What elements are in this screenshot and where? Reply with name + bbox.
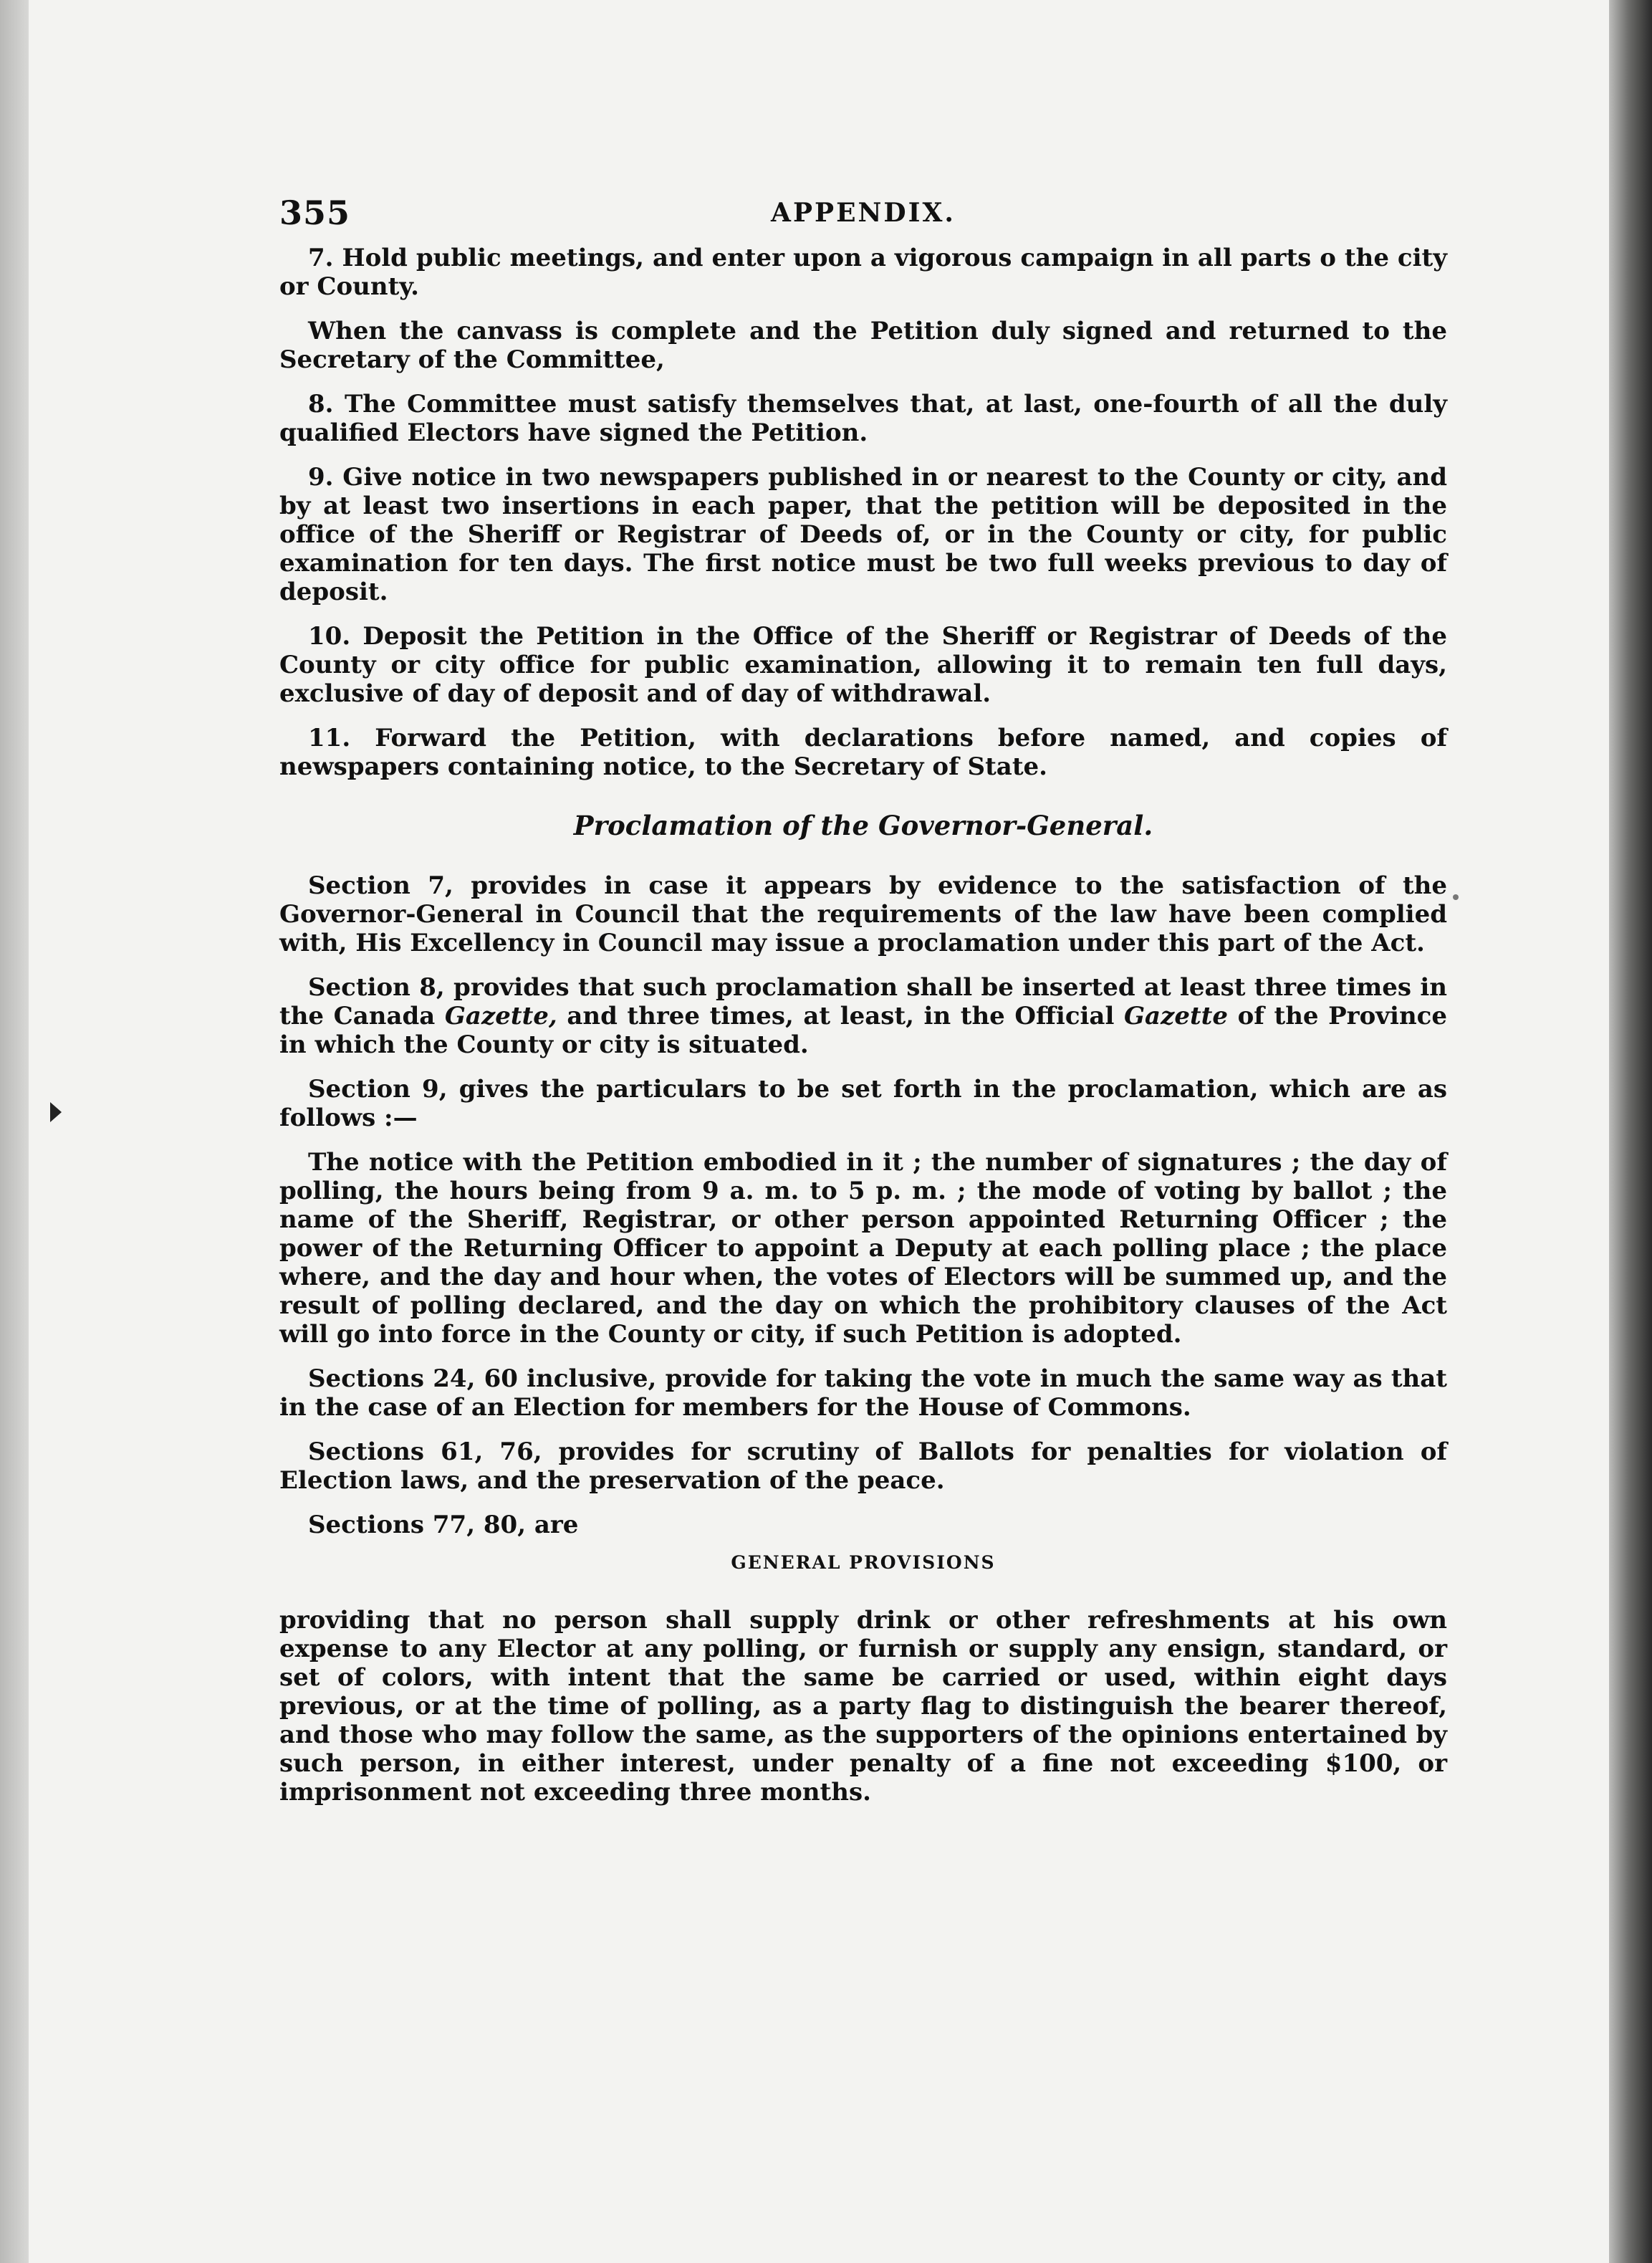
general-provisions-heading: GENERAL PROVISIONS <box>731 1552 996 1573</box>
step-9: 9. Give notice in two newspapers published in or nearest to the County or city, and by at least two insertions in each paper, that the petition will be deposited in the office of the Sheriff or Registrar of Deeds of, or in the County or city, for public examination for ten days. The first notice must be two full weeks previous to day of deposit. <box>279 463 1447 606</box>
section-9-paragraph: Section 9, gives the particulars to be set forth in the proclamation, which are as follows :— <box>279 1075 1447 1132</box>
step-10: 10. Deposit the Petition in the Office of the Sheriff or Registrar of Deeds of the County or city office for public examination, allowing it to remain ten full days, exclusive of day of deposit and of day of withdrawal. <box>279 622 1447 708</box>
scan-speck <box>1453 894 1459 900</box>
gazette-italic-1: Gazette, <box>444 1002 557 1030</box>
page-number: 355 <box>279 193 351 232</box>
sections-77-80-paragraph: Sections 77, 80, are <box>308 1511 579 1539</box>
section-title-proclamation: Proclamation of the Governor-General. <box>573 810 1153 841</box>
scan-border-right <box>1609 0 1652 2263</box>
step-8: 8. The Committee must satisfy themselves that, at last, one-fourth of all the duly qualified Electors have signed the Petition. <box>279 390 1447 447</box>
sections-24-60-paragraph: Sections 24, 60 inclusive, provide for taking the vote in much the same way as that in the case of an Election for members for the House of Commons. <box>279 1364 1447 1422</box>
section-8-text-a: Section 8, provides that such proclamation shall be inserted at least three times in the Canada <box>279 973 1447 1030</box>
page-header <box>279 193 1447 244</box>
step-7: 7. Hold public meetings, and enter upon a vigorous campaign in all parts o the city or County. <box>279 244 1447 301</box>
section-8-text-b: and three times, at least, in the Official <box>557 1002 1124 1030</box>
running-head: APPENDIX. <box>771 198 956 228</box>
scan-border-left <box>0 0 29 2263</box>
gazette-italic-2: Gazette <box>1123 1002 1229 1030</box>
general-provisions-paragraph: providing that no person shall supply drink or other refreshments at his own expense to any Elector at any polling, or furnish or supply any ensign, standard, or set of colors, with intent that the same be carried or used, within eight days previous, or at the time of polling, as a party flag to distinguish the bearer thereof, and those who may follow the same, as the supporters of the opinions entertained by such person, in either interest, under penalty of a fine not exceeding $100, or imprisonment not exceeding three months. <box>279 1606 1447 1807</box>
sections-61-76-paragraph: Sections 61, 76, provides for scrutiny of Ballots for penalties for violation of Election laws, and the preservation of the peace. <box>279 1437 1447 1495</box>
page-content <box>279 193 1447 1822</box>
section-8-text-c: of the Province in which the County or city is situated. <box>279 1002 1448 1059</box>
canvass-complete-paragraph: When the canvass is complete and the Petition duly signed and returned to the Secretary of the Committee, <box>279 317 1447 374</box>
section-7-paragraph: Section 7, provides in case it appears by evidence to the satisfaction of the Governor-General in Council that the requirements of the law have been complied with, His Excellency in Council may issue a proclamation under this part of the Act. <box>279 871 1447 957</box>
notice-particulars-paragraph: The notice with the Petition embodied in it ; the number of signatures ; the day of polling, the hours being from 9 a. m. to 5 p. m. ; the mode of voting by ballot ; the name of the Sheriff, Registrar, or other person appointed Returning Officer ; the power of the Returning Officer to appoint a Deputy at each polling place ; the place where, and the day and hour when, the votes of Electors will be summed up, and the result of polling declared, and the day on which the prohibitory clauses of the Act will go into force in the County or city, if such Petition is adopted. <box>279 1148 1447 1349</box>
section-8-paragraph <box>279 973 1447 1059</box>
step-11: 11. Forward the Petition, with declarations before named, and copies of newspapers containing notice, to the Secretary of State. <box>279 724 1447 781</box>
book-page <box>29 0 1609 2263</box>
margin-mark <box>50 1102 62 1122</box>
